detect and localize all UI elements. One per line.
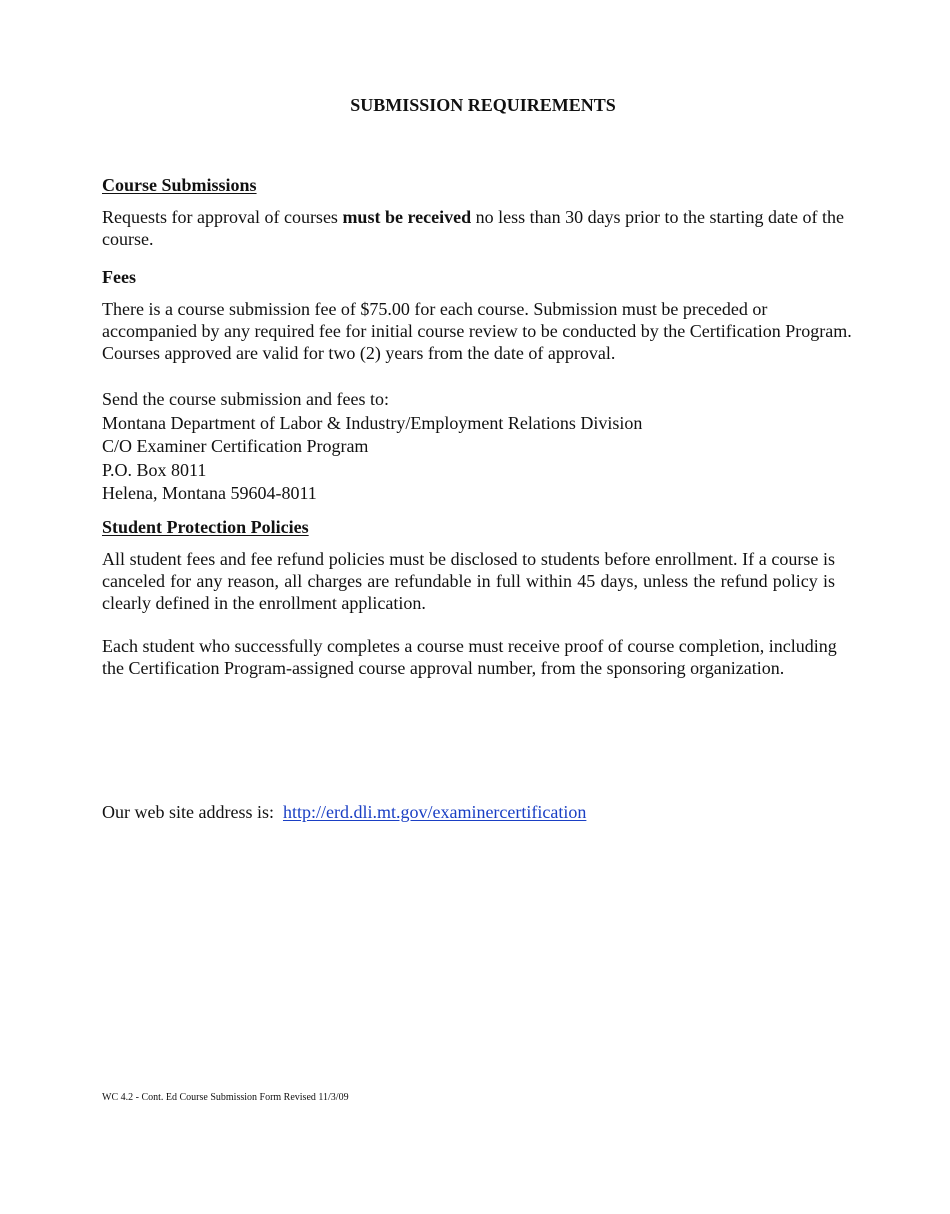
- form-footer: WC 4.2 - Cont. Ed Course Submission Form Revised 11/3/09: [102, 1092, 349, 1103]
- page-title: SUBMISSION REQUIREMENTS: [350, 95, 616, 115]
- fees-heading-text: Fees: [102, 267, 136, 287]
- course-submissions-text-before: Requests for approval of courses: [102, 207, 343, 227]
- student-protection-paragraph-2: Each student who successfully completes a course must receive proof of course completion, including the Certification Program-assigned course approval number, from the sponsoring organization.: [102, 636, 837, 678]
- course-submissions-paragraph: [102, 206, 854, 250]
- address-intro: Send the course submission and fees to:: [102, 389, 389, 409]
- course-submissions-heading: [102, 174, 257, 196]
- course-submissions-text-bold: must be received: [342, 207, 472, 227]
- fees-heading: [102, 266, 136, 288]
- address-line-3: P.O. Box 8011: [102, 459, 207, 480]
- address-line-2: C/O Examiner Certification Program: [102, 436, 369, 456]
- student-protection-heading: [102, 516, 309, 538]
- course-submissions-heading-text: Course Submissions: [102, 175, 257, 195]
- website-line: [102, 801, 586, 823]
- address-line-4: Helena, Montana 59604-8011: [102, 483, 317, 503]
- fees-paragraph: There is a course submission fee of $75.00 for each course. Submission must be preceded or accompanied by any required fee for initial course review to be conducted by the Certification Program. Courses approved are valid for two (2) years from the date of approval.: [102, 299, 852, 363]
- website-label: Our web site address is:: [102, 802, 274, 822]
- mailing-address: [102, 388, 642, 506]
- address-line-1: Montana Department of Labor & Industry/Employment Relations Division: [102, 412, 643, 433]
- course-submissions-text-after: no less than 30 days prior to the starting date of the course.: [102, 207, 844, 249]
- student-protection-heading-text: Student Protection Policies: [102, 517, 309, 537]
- student-protection-paragraph-1: All student fees and fee refund policies must be disclosed to students before enrollment. If a course is canceled for any reason, all charges are refundable in full within 45 days, unless the refund policy is clearly defined in the enrollment application.: [102, 549, 835, 613]
- website-link[interactable]: http://erd.dli.mt.gov/examinercertification: [282, 802, 587, 822]
